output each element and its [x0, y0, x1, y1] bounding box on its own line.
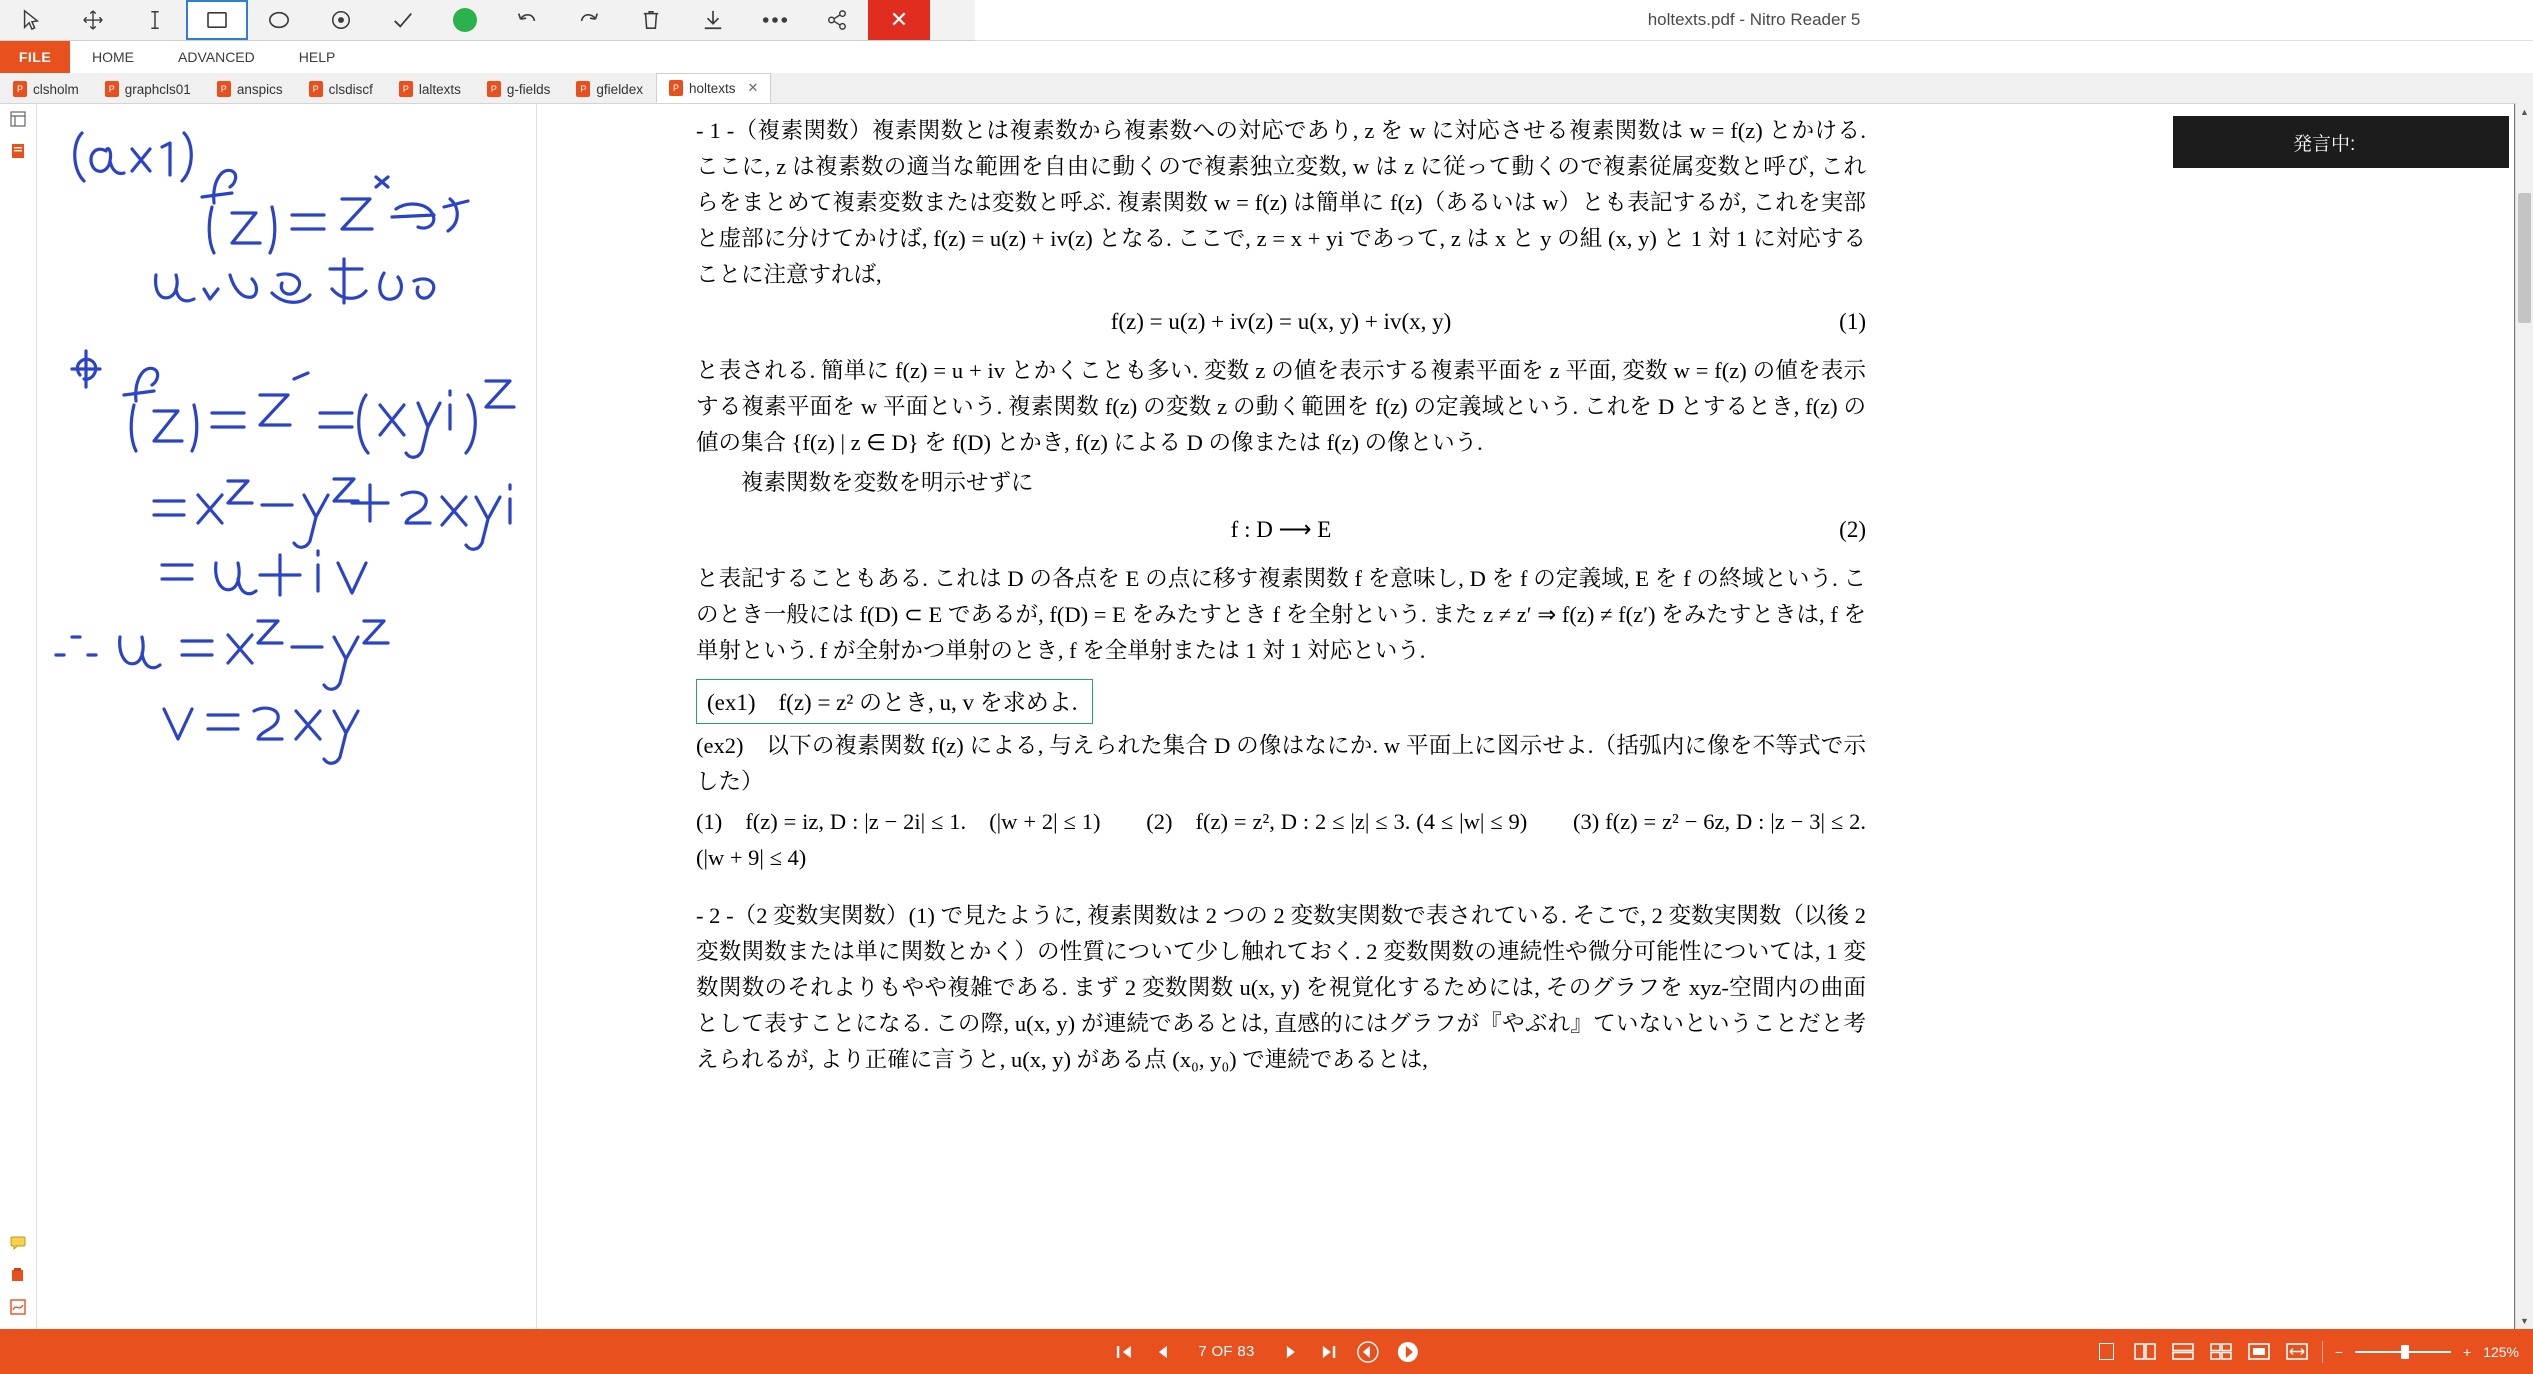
pdf-file-icon: P — [13, 81, 27, 97]
pdf-equation-2 — [696, 517, 1866, 543]
equation-2-number: (2) — [1839, 517, 1866, 542]
pdf-file-icon: P — [217, 81, 231, 97]
ink-strokes — [36, 103, 536, 1329]
pdf-paragraph-2: と表される. 簡単に f(z) = u + iv とかくことも多い. 変数 z の値を表示する複素平面を z 平面, 変数 w = f(z) の値を表示する複素平面を w 平面という. 複素関数 f(z) の変数 z の動く範囲を f(z) の定義域という. これを D とするとき, f(z) の値の集合 {f(z) | z ∈ D} を f(D) とかき, f(z) による D の像または f(z) の像という. — [696, 358, 1866, 455]
pdf-file-icon: P — [105, 81, 119, 97]
bookmarks-icon[interactable] — [0, 103, 36, 135]
tab-help[interactable]: HELP — [298, 48, 336, 65]
doc-tab-label: graphcls01 — [124, 81, 191, 97]
speaking-status-overlay — [2173, 116, 2509, 168]
window-title: holtexts.pdf - Nitro Reader 5 — [1647, 10, 1861, 29]
last-page-button[interactable] — [1317, 1344, 1339, 1360]
doc-tab-label: holtexts — [688, 80, 736, 96]
undo-tool-icon[interactable] — [496, 0, 558, 40]
pdf-paragraph-4: と表記することもある. これは D の各点を E の点に移す複素関数 f を意味し, D を f の定義域, E を f の終域という. このとき一般には f(D) ⊂ E であるが, f(D) = E をみたすとき f を全射という. また z ≠ z′ ⇒ f(z) ≠ f(z′) をみたすときは, f を単射という. f が全射かつ単射のとき, f を全単射または 1 対 1 対応という. — [696, 566, 1866, 663]
ribbon-bar[interactable] — [0, 40, 2533, 73]
doc-tab-label: gfieldex — [596, 81, 643, 97]
pdf-bottom-toolbar[interactable] — [0, 1329, 2533, 1374]
download-tool-icon[interactable] — [682, 0, 744, 40]
grid-view-button[interactable] — [2208, 1341, 2234, 1363]
equation-1-number: (1) — [1839, 309, 1866, 334]
speaking-status-label: 発言中: — [2293, 133, 2356, 155]
zoom-level-label[interactable]: 125% — [2483, 1343, 2519, 1360]
zoom-out-button[interactable]: − — [2334, 1343, 2343, 1360]
doc-tab-anspics[interactable] — [204, 74, 296, 103]
pdf-file-icon: P — [309, 81, 323, 97]
pdf-paragraph-3: 複素関数を変数を明示せずに — [696, 470, 1034, 495]
left-rail-bottom-group[interactable] — [0, 1227, 36, 1323]
doc-tab-holtexts[interactable] — [656, 73, 771, 103]
pdf-file-icon: P — [399, 81, 413, 97]
previous-page-button[interactable] — [1154, 1344, 1170, 1360]
two-page-view-button[interactable] — [2132, 1341, 2158, 1363]
doc-tab-laltexts[interactable] — [386, 74, 474, 103]
pdf-exercise-list: (1) f(z) = iz, D : |z − 2i| ≤ 1. (|w + 2| ≤ 1) (2) f(z) = z², D : 2 ≤ |z| ≤ 3. (4 ≤ |w| ≤ 9) (3) f(z) = z² − 6z, D : |z − 3| ≤ 2. (|w + 9| ≤ 4) — [696, 809, 1889, 870]
signature-icon[interactable] — [0, 1291, 36, 1323]
pdf-file-icon: P — [576, 81, 590, 97]
next-page-button[interactable] — [1283, 1344, 1299, 1360]
attachments-icon[interactable] — [0, 1259, 36, 1291]
more-options-icon[interactable] — [744, 0, 806, 40]
close-annotation-toolbar-button[interactable]: ✕ — [868, 0, 930, 40]
doc-tab-gfieldex[interactable] — [563, 74, 656, 103]
view-controls-group[interactable] — [2094, 1341, 2519, 1363]
comments-icon[interactable] — [0, 1227, 36, 1259]
doc-tab-label: g-fields — [506, 81, 551, 97]
annotation-toolbar[interactable] — [0, 0, 975, 41]
doc-tab-clsholm[interactable] — [0, 74, 92, 103]
rectangle-tool-icon[interactable] — [186, 0, 248, 40]
doc-tab-label: anspics — [236, 81, 283, 97]
cursor-tool-icon[interactable] — [0, 0, 62, 40]
close-tab-icon[interactable]: ✕ — [747, 80, 759, 95]
pdf-exercise-ex2: (ex2) 以下の複素関数 f(z) による, 与えられた集合 D の像はなにか. w 平面上に図示せよ.（括弧内に像を不等式で示した） — [696, 733, 1866, 794]
zoom-slider-knob[interactable] — [2401, 1345, 2409, 1359]
zoom-slider[interactable] — [2355, 1341, 2451, 1363]
target-tool-icon[interactable] — [310, 0, 372, 40]
fit-width-view-button[interactable] — [2284, 1341, 2310, 1363]
check-tool-icon[interactable] — [372, 0, 434, 40]
pdf-paragraph-1: - 1 -（複素関数）複素関数とは複素数から複素数への対応であり, z を w に対応させる複素関数は w = f(z) とかける. ここに, z は複素数の適当な範囲を自由に動くので複素独立変数, w は z に従って動くので複素従属変数と呼び, これらをまとめて複素変数または変数と呼ぶ. 複素関数 w = f(z) は簡単に f(z)（あるいは w）とも表記するが, これを実部と虚部に分けてかけば, f(z) = u(z) + iv(z) となる. ここで, z = x + yi であって, z は x と y の組 (x, y) と 1 対 1 に対応することに注意すれば, — [696, 118, 1866, 287]
doc-tab-label: clsdiscf — [328, 81, 373, 97]
equation-1-body: f(z) = u(z) + iv(z) = u(x, y) + iv(x, y) — [1110, 309, 1452, 334]
pdf-viewport[interactable] — [536, 103, 2533, 1329]
continuous-view-button[interactable] — [2170, 1341, 2196, 1363]
pdf-vertical-scrollbar[interactable] — [2515, 103, 2533, 1329]
navigate-back-button[interactable] — [1357, 1341, 1379, 1363]
single-page-view-button[interactable] — [2094, 1341, 2120, 1363]
text-cursor-tool-icon[interactable] — [124, 0, 186, 40]
doc-tab-clsdiscf[interactable] — [296, 74, 386, 103]
pdf-equation-1 — [696, 309, 1866, 335]
doc-tab-label: laltexts — [418, 81, 461, 97]
left-navigation-rail[interactable] — [0, 103, 37, 1329]
share-tool-icon[interactable] — [806, 0, 868, 40]
fit-page-view-button[interactable] — [2246, 1341, 2272, 1363]
tab-file[interactable]: FILE — [0, 40, 70, 73]
doc-tab-g-fields[interactable] — [474, 74, 564, 103]
scroll-down-arrow-icon[interactable]: ▼ — [2520, 1315, 2529, 1326]
pdf-file-icon: P — [487, 81, 501, 97]
pan-tool-icon[interactable] — [62, 0, 124, 40]
equation-2-body: f : D ⟶ E — [1230, 517, 1332, 542]
doc-tab-graphcls01[interactable] — [92, 74, 204, 103]
ellipse-tool-icon[interactable] — [248, 0, 310, 40]
navigate-forward-button[interactable] — [1397, 1341, 1419, 1363]
scrollbar-thumb[interactable] — [2518, 193, 2531, 323]
pdf-paragraph-section2: - 2 -（2 変数実関数）(1) で見たように, 複素関数は 2 つの 2 変数実関数で表されている. そこで, 2 変数実関数（以後 2 変数関数または単に関数とかく）の性質について少し触れておく. 2 変数関数の連続性や微分可能性については, 1 変数関数のそれよりもやや複雑である. まず 2 変数関数 u(x, y) を視覚化するためには, そのグラフを xyz-空間内の曲面として表すことになる. この際, u(x, y) が連続であるとは, 直感的にはグラフが『やぶれ』ていないということだと考えられるが, より正確に言うと, u(x, y) がある点 (x₀, y₀) で連続であるとは, — [696, 903, 1866, 1072]
trash-tool-icon[interactable] — [620, 0, 682, 40]
window-titlebar — [975, 0, 2533, 41]
toolbar-divider — [2322, 1341, 2323, 1363]
boxed-exercise-ex1: (ex1) f(z) = z² のとき, u, v を求めよ. — [696, 679, 1093, 724]
redo-tool-icon[interactable] — [558, 0, 620, 40]
pages-icon[interactable] — [0, 135, 36, 167]
green-circle-color-swatch[interactable] — [434, 0, 496, 40]
doc-tab-label: clsholm — [33, 81, 79, 97]
page-navigation-group[interactable] — [1114, 1341, 1418, 1363]
tab-home[interactable]: HOME — [92, 48, 134, 65]
pdf-file-icon: P — [669, 80, 683, 96]
pdf-page — [536, 103, 2514, 1329]
tab-advanced[interactable]: ADVANCED — [178, 48, 255, 65]
scroll-up-arrow-icon[interactable]: ▲ — [2520, 106, 2529, 117]
first-page-button[interactable] — [1114, 1344, 1136, 1360]
handwriting-annotation-panel[interactable] — [36, 103, 537, 1329]
document-tab-strip[interactable] — [0, 73, 2533, 104]
page-indicator[interactable]: 7 OF 83 — [1198, 1343, 1255, 1360]
zoom-in-button[interactable]: + — [2463, 1343, 2472, 1360]
